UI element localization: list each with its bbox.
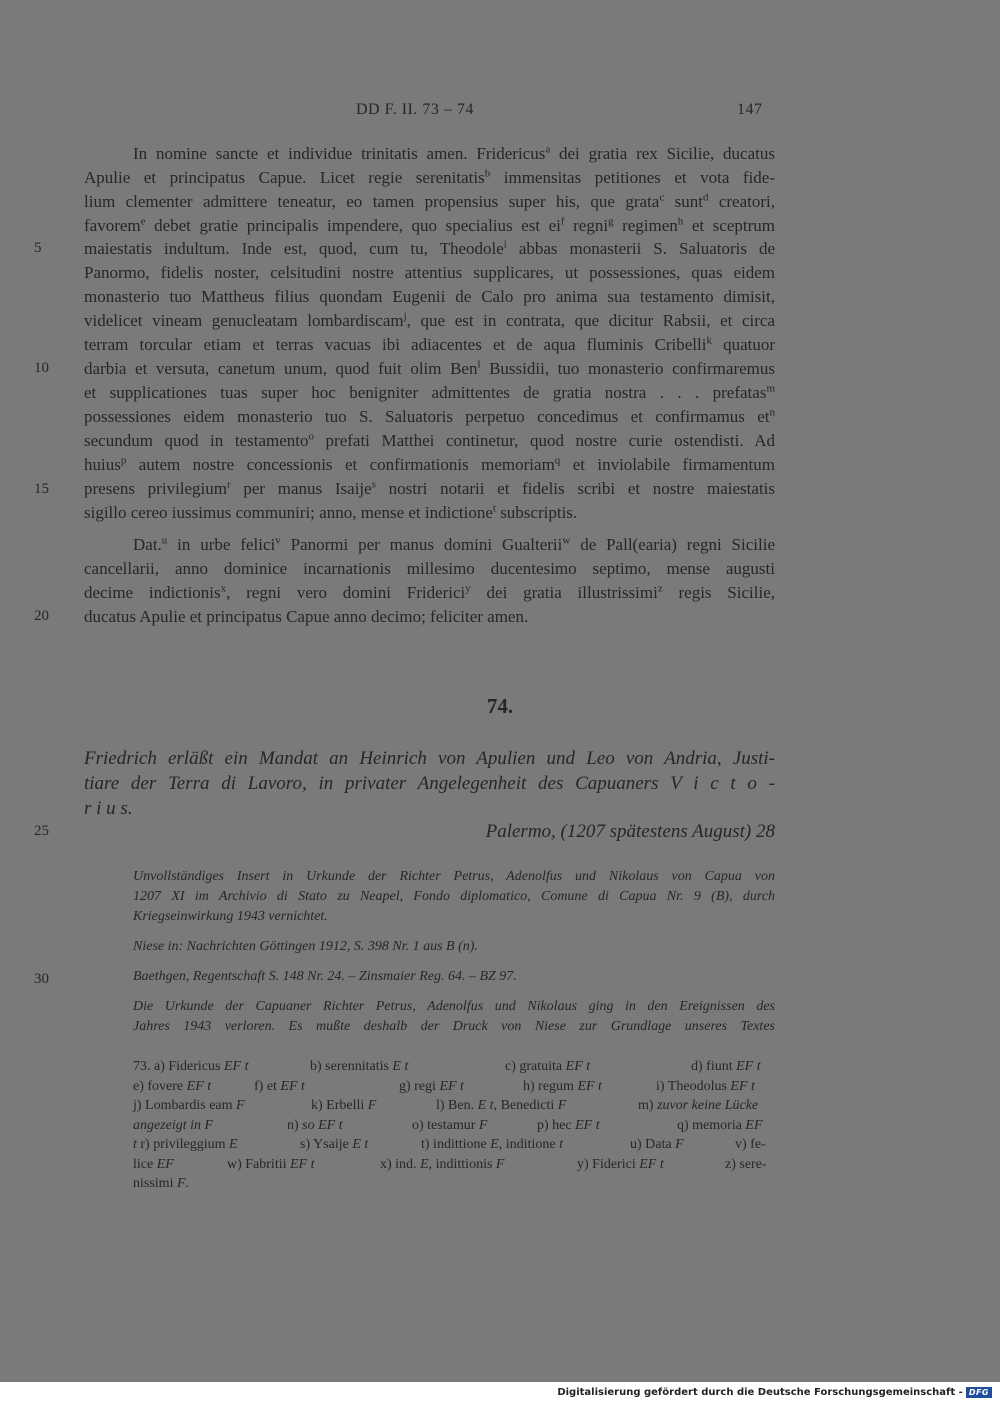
text-run: x) ind. — [380, 1156, 421, 1172]
line-number: 30 — [34, 971, 49, 987]
text-run: h) regum — [523, 1078, 578, 1094]
siglum: so EF t — [302, 1117, 343, 1133]
running-head: DD F. II. 73 – 74 — [356, 101, 474, 118]
text-run: n) — [287, 1117, 303, 1133]
footnote-marker: s — [371, 478, 376, 491]
siglum: F — [675, 1137, 684, 1152]
siglum: E t — [392, 1059, 409, 1074]
text-run: c) gratuita — [505, 1059, 566, 1074]
text-line — [84, 262, 775, 284]
text-run: immensitas petitiones et vota fide- — [490, 168, 775, 187]
footer-text: Digitalisierung gefördert durch die Deutsche Forschungsgemeinschaft - — [557, 1387, 963, 1398]
siglum: EF — [745, 1117, 763, 1133]
text-run: dei gratia illustrissimi — [470, 583, 658, 602]
text-line — [133, 143, 775, 165]
siglum: t — [559, 1137, 563, 1152]
footnote-entry — [677, 1116, 763, 1135]
text-run: . — [185, 1176, 190, 1191]
footnote-marker: f — [560, 215, 565, 228]
regest-line: r i u s. — [84, 798, 133, 819]
line-number: 5 — [34, 240, 42, 256]
siglum: F — [478, 1117, 488, 1133]
text-line — [84, 606, 775, 628]
siglum: F — [495, 1156, 505, 1172]
siglum: E — [490, 1137, 499, 1152]
text-run: t) indittione — [421, 1137, 491, 1152]
text-line — [133, 534, 775, 556]
text-run: autem nostre concessionis et confirmationis memoriam — [126, 455, 555, 474]
remark-line: Die Urkunde der Capuaner Richter Petrus, Adenolfus und Nikolaus ging in den Ereignissen des — [133, 999, 775, 1014]
siglum: E t — [352, 1137, 369, 1152]
text-run: sunt — [664, 192, 703, 211]
footnote-entry — [399, 1077, 464, 1096]
text-line — [84, 310, 775, 332]
text-line — [84, 430, 775, 452]
footnote-marker: o — [308, 430, 314, 443]
siglum: EF t — [736, 1059, 761, 1074]
siglum: EF t — [730, 1078, 755, 1094]
regesta-note: Baethgen, Regentschaft S. 148 Nr. 24. – Zinsmaier Reg. 64. – BZ 97. — [133, 969, 517, 984]
text-run: r) privileggium — [136, 1137, 230, 1152]
text-run: sigillo cereo iussimus communiri; anno, mense et indictione — [84, 503, 493, 522]
text-line — [84, 406, 775, 428]
funding-footer — [557, 1386, 992, 1400]
footnote-marker: m — [766, 382, 775, 395]
footnote-marker: t — [492, 502, 496, 515]
footnote-marker: r — [227, 478, 231, 491]
text-run: lium clementer admittere teneatur, eo tamen propensius super his, que grata — [84, 192, 660, 211]
footnote-entry — [287, 1116, 343, 1135]
footnote-marker: p — [120, 454, 127, 467]
text-run: huius — [84, 455, 121, 474]
text-run: b) serennitatis — [310, 1059, 393, 1074]
footnote-line — [133, 1174, 775, 1193]
footnote-entry — [691, 1057, 761, 1076]
text-run: j) Lombardis eam — [133, 1098, 237, 1113]
footnote-marker: q — [554, 454, 561, 467]
siglum: EF t — [575, 1117, 600, 1133]
text-run: p) hec — [537, 1117, 576, 1133]
place-date: Palermo, (1207 spätestens August) 28 — [485, 821, 775, 842]
footnote-marker: d — [702, 191, 709, 204]
text-line — [84, 215, 775, 237]
footnote-marker: i — [503, 238, 507, 251]
siglum: angezeigt in F — [133, 1117, 214, 1133]
footnote-entry — [133, 1135, 238, 1154]
tradition-line: Unvollständiges Insert in Urkunde der Richter Petrus, Adenolfus und Nikolaus von Capua von — [133, 869, 775, 884]
text-run: , regni vero domini Friderici — [226, 583, 466, 602]
text-run: secundum quod in testamento — [84, 431, 309, 450]
text-run: nostri notarii et fidelis scribi et nostre maiestatis — [375, 479, 776, 498]
text-run: g) regi — [399, 1078, 440, 1094]
footnote-marker: x — [220, 582, 227, 595]
text-line — [84, 502, 775, 524]
siglum: F — [367, 1098, 377, 1113]
footnote-marker: g — [608, 215, 614, 228]
text-line — [84, 382, 775, 404]
footnote-entry — [436, 1096, 566, 1115]
text-run: cancellarii, anno dominice incarnationis millesimo ducentesimo septimo, mense augusti — [84, 559, 775, 578]
text-run: nissimi — [133, 1176, 177, 1191]
text-run: e) fovere — [133, 1078, 187, 1094]
footnote-marker: u — [161, 534, 168, 547]
footnote-entry — [310, 1057, 408, 1076]
text-run: l) Ben. — [436, 1098, 478, 1113]
footnote-marker: v — [275, 534, 281, 547]
footnote-marker: n — [769, 406, 775, 419]
text-run: i) Theodolus — [656, 1078, 731, 1094]
footnote-marker: w — [562, 534, 571, 547]
footnote-line — [133, 1077, 775, 1096]
footnote-entry — [412, 1116, 487, 1135]
text-run: abbas monasterii S. Saluatoris de — [506, 239, 775, 258]
footnote-entry — [300, 1135, 368, 1154]
text-run: lice — [133, 1156, 157, 1172]
text-run: v) fe- — [735, 1137, 766, 1152]
text-run: d) fiunt — [691, 1059, 737, 1074]
text-run: , Benedicti — [493, 1098, 558, 1113]
line-number: 10 — [34, 360, 49, 376]
footnote-line — [133, 1135, 775, 1154]
siglum: F — [557, 1098, 567, 1113]
text-run: k) Erbelli — [311, 1098, 368, 1113]
footnote-entry — [523, 1077, 602, 1096]
remark-line: Jahres 1943 verloren. Es mußte deshalb der Druck von Niese zur Grundlage unseres Textes — [133, 1019, 775, 1034]
edition-note: Niese in: Nachrichten Göttingen 1912, S. 398 Nr. 1 aus B (n). — [133, 939, 478, 954]
footnote-line — [133, 1096, 775, 1115]
footnote-marker: h — [677, 215, 684, 228]
regest-line: Friedrich erläßt ein Mandat an Heinrich von Apulien und Leo von Andria, Justi- — [84, 748, 775, 769]
text-run: 73. a) Fidericus — [133, 1059, 224, 1074]
footnote-entry — [133, 1057, 248, 1076]
footnote-marker: j — [403, 310, 407, 323]
text-run: , inditione — [498, 1137, 560, 1152]
text-run: Bussidii, tuo monasterio confirmaremus — [480, 359, 775, 378]
tradition-line: Kriegseinwirkung 1943 vernichtet. — [133, 909, 328, 924]
siglum: E t — [477, 1098, 494, 1113]
text-line — [84, 454, 775, 476]
text-run: s) Ysaije — [300, 1137, 353, 1152]
text-run: regis Sicilie, — [662, 583, 775, 602]
text-run: m) — [638, 1098, 658, 1113]
footnote-entry — [133, 1096, 245, 1115]
text-line — [84, 238, 775, 260]
line-number: 25 — [34, 823, 49, 839]
footnote-marker: y — [465, 582, 471, 595]
footnote-entry — [380, 1155, 504, 1174]
text-run: et supplicationes tuas super hoc benigniter admittentes de gratia nostra . . . prefatas — [84, 383, 767, 402]
siglum: EF t — [565, 1059, 591, 1074]
siglum: EF t — [186, 1078, 212, 1094]
text-run: Dat. — [133, 535, 162, 554]
siglum: zuvor keine Lücke — [657, 1098, 759, 1113]
text-line — [84, 167, 775, 189]
tradition-line: 1207 XI im Archivio di Stato zu Neapel, Fondo diplomatico, Comune di Capua Nr. 9 (B), durch — [133, 889, 775, 904]
text-run: regimen — [613, 216, 678, 235]
footnote-entry — [254, 1077, 305, 1096]
footnote-line — [133, 1116, 775, 1135]
footnote-entry — [311, 1096, 376, 1115]
footnote-entry — [537, 1116, 600, 1135]
text-line — [84, 582, 775, 604]
siglum: EF t — [223, 1059, 249, 1074]
text-run: regni — [564, 216, 609, 235]
text-run: subscriptis. — [495, 503, 578, 522]
text-run: darbia et versuta, canetum unum, quod fuit olim Ben — [84, 359, 478, 378]
footnote-entry — [630, 1135, 684, 1154]
footnote-entry — [638, 1096, 758, 1115]
text-run: o) testamur — [412, 1117, 479, 1133]
text-run: videlicet vineam genucleatam lombardiscam — [84, 311, 404, 330]
text-run: possessiones eidem monasterio tuo S. Saluatoris perpetuo concedimus et confirmamus et — [84, 407, 770, 426]
text-run: , indittionis — [428, 1156, 496, 1172]
text-run: , que est in contrata, que dicitur Rabsii, et circa — [406, 311, 775, 330]
siglum: EF t — [639, 1156, 664, 1172]
footnote-line — [133, 1155, 775, 1174]
footnote-entry — [133, 1155, 174, 1174]
siglum: t — [133, 1137, 137, 1152]
regest-line: tiare der Terra di Lavoro, in privater Angelegenheit des Capuaners V i c t o - — [84, 773, 775, 794]
siglum: F — [176, 1176, 186, 1191]
text-run: prefati Matthei continetur, quod nostre curie ostendisti. Ad — [313, 431, 775, 450]
document-number: 74. — [486, 694, 514, 718]
text-line — [84, 334, 775, 356]
text-run: et inviolabile firmamentum — [560, 455, 775, 474]
text-run: w) Fabritii — [227, 1156, 290, 1172]
text-run: Apulie et principatus Capue. Licet regie serenitatis — [84, 168, 485, 187]
footnote-entry — [725, 1155, 767, 1174]
footnote-entry — [133, 1077, 211, 1096]
text-run: creatori, — [708, 192, 775, 211]
text-run: z) sere- — [725, 1156, 767, 1172]
siglum: EF t — [280, 1078, 305, 1094]
text-run: per manus Isaije — [230, 479, 372, 498]
text-line — [84, 558, 775, 580]
text-run: decime indictionis — [84, 583, 221, 602]
text-run: Panormi per manus domini Gualterii — [280, 535, 563, 554]
text-line — [84, 358, 775, 380]
text-run: Panormo, fidelis noster, celsitudini nostre attentius supplicares, ut possessiones, quas eidem — [84, 263, 775, 282]
text-run: monasterio tuo Mattheus filius quondam Eugenii de Calo pro anima sua testamento dimisit, — [84, 287, 775, 306]
text-run: u) Data — [630, 1137, 676, 1152]
footnote-marker: b — [484, 167, 491, 180]
footnote-entry — [421, 1135, 563, 1154]
siglum: EF — [156, 1156, 174, 1172]
siglum: F — [236, 1098, 245, 1113]
footnote-entry — [656, 1077, 755, 1096]
siglum: E — [229, 1137, 238, 1152]
text-run: f) et — [254, 1078, 281, 1094]
footnote-marker: e — [140, 215, 146, 228]
footnote-marker: k — [706, 334, 712, 347]
text-run: de Pall(earia) regni Sicilie — [570, 535, 775, 554]
siglum: E — [420, 1156, 429, 1172]
page-number: 147 — [737, 101, 763, 118]
footnote-marker: l — [477, 358, 481, 371]
footnote-entry — [227, 1155, 315, 1174]
footnote-marker: a — [545, 143, 551, 156]
footnote-line — [133, 1057, 775, 1076]
text-run: q) memoria — [677, 1117, 746, 1133]
text-line — [84, 191, 775, 213]
footnote-marker: z — [657, 582, 663, 595]
text-run: y) Fiderici — [577, 1156, 640, 1172]
text-line — [84, 478, 775, 500]
text-run: favorem — [84, 216, 141, 235]
text-run: In nomine sancte et individue trinitatis amen. Fridericus — [133, 144, 546, 163]
footnote-marker: c — [659, 191, 665, 204]
footnote-entry — [133, 1174, 189, 1193]
siglum: EF t — [290, 1156, 315, 1172]
footnote-entry — [735, 1135, 766, 1154]
text-run: in urbe felici — [167, 535, 276, 554]
text-run: dei gratia rex Sicilie, ducatus — [550, 144, 775, 163]
text-run: et sceptrum — [683, 216, 775, 235]
footnote-entry — [505, 1057, 590, 1076]
footnote-entry — [133, 1116, 213, 1135]
line-number: 20 — [34, 608, 49, 624]
text-run: quatuor — [711, 335, 776, 354]
text-line — [84, 286, 775, 308]
text-run: presens privilegium — [84, 479, 228, 498]
text-run: maiestatis indultum. Inde est, quod, cum tu, Theodole — [84, 239, 504, 258]
siglum: EF t — [577, 1078, 602, 1094]
footnote-entry — [577, 1155, 664, 1174]
text-run: terram torcular etiam et terras vacuas ibi adiacentes et de aqua fluminis Cribelli — [84, 335, 707, 354]
dfg-logo-icon: DFG — [966, 1387, 992, 1398]
siglum: EF t — [439, 1078, 464, 1094]
text-run: debet gratie principalis impendere, quo specialius est ei — [145, 216, 561, 235]
text-run: ducatus Apulie et principatus Capue anno decimo; feliciter amen. — [84, 607, 529, 626]
line-number: 15 — [34, 481, 49, 497]
